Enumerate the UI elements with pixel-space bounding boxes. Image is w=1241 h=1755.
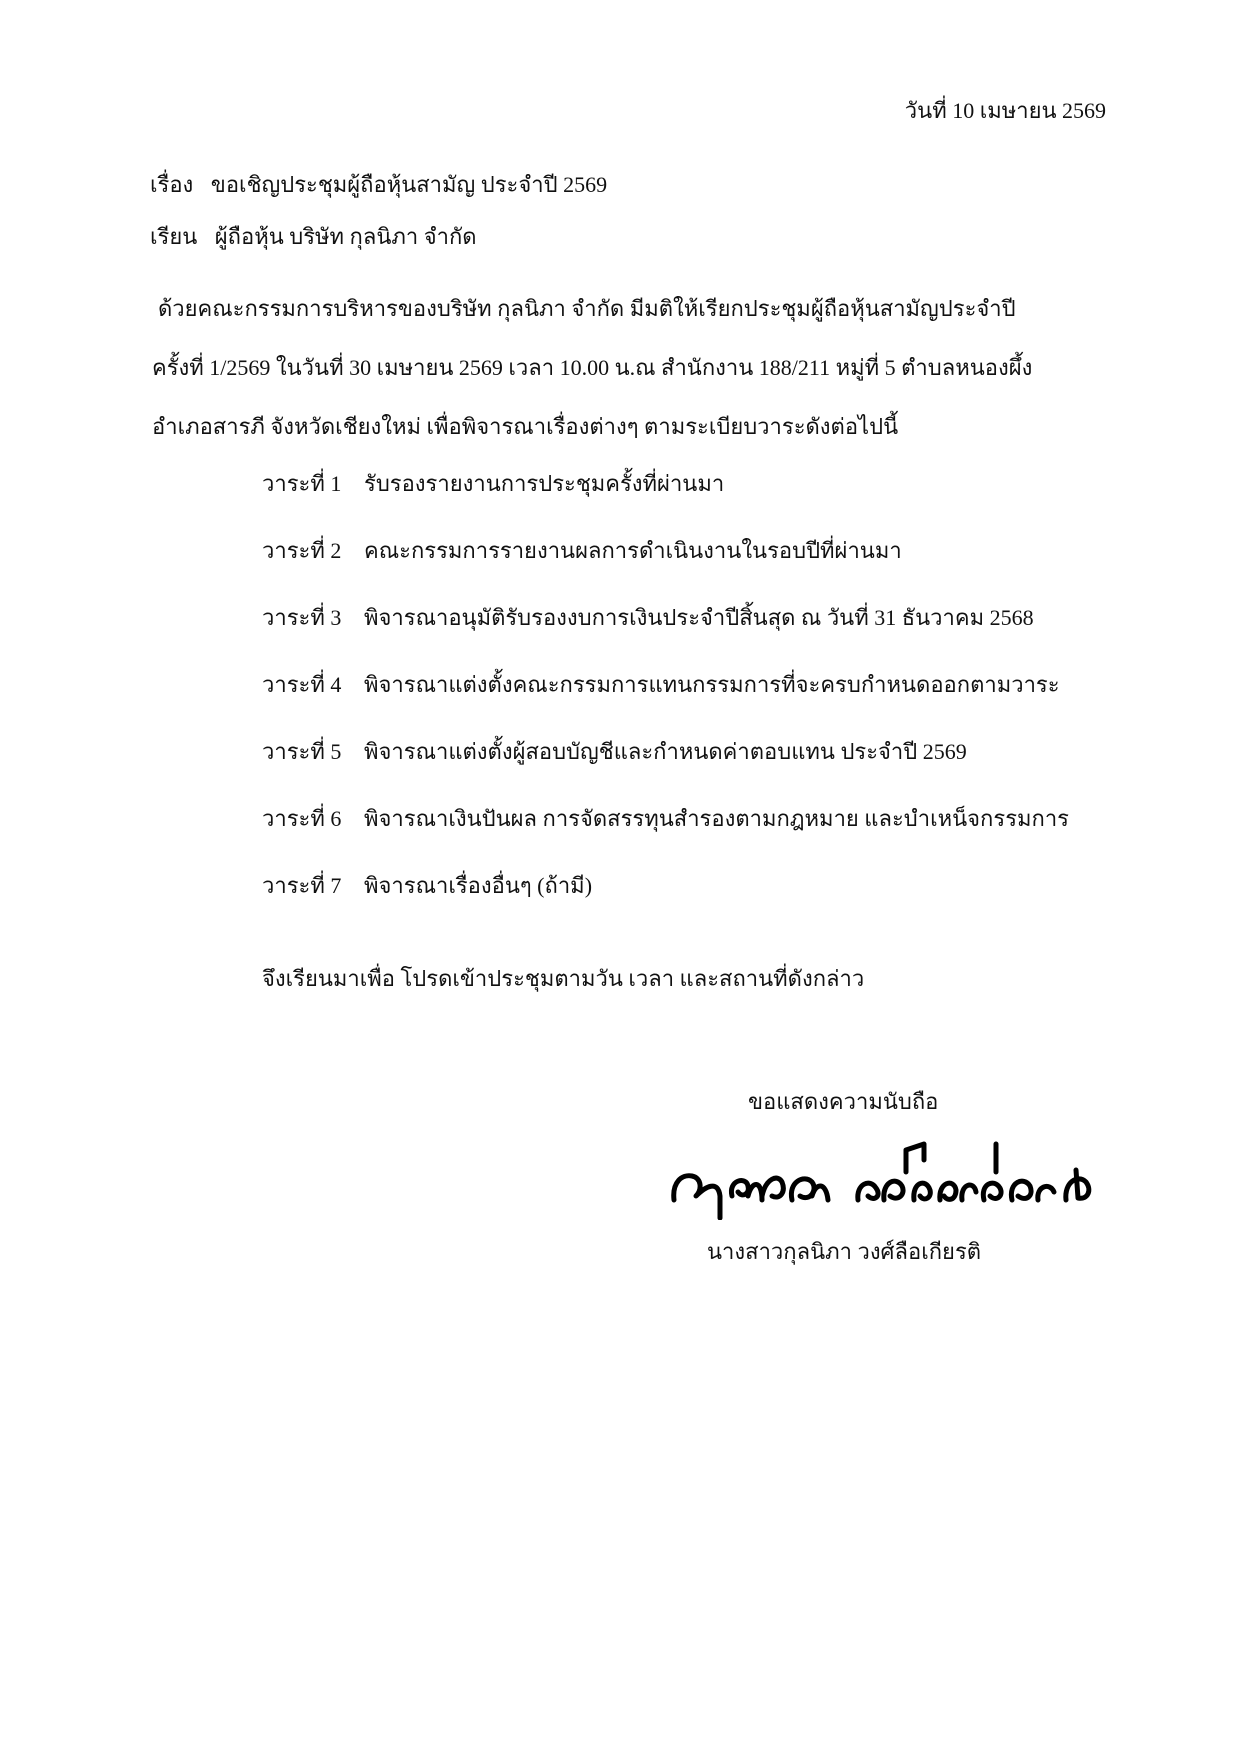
agenda-number: วาระที่ 6 [262,806,342,831]
agenda-text: พิจารณาแต่งตั้งคณะกรรมการแทนกรรมการที่จะครบกำหนดออกตามวาระ [364,672,1060,697]
agenda-text: พิจารณาเรื่องอื่นๆ (ถ้ามี) [364,873,593,898]
salutation-text: ผู้ถือหุ้น บริษัท กุลนิภา จำกัด [214,224,477,249]
body-line-3: อำเภอสารภี จังหวัดเชียงใหม่ เพื่อพิจารณาเรื่องต่างๆ ตามระเบียบวาระดังต่อไปนี้ [152,414,899,439]
agenda-item [262,875,592,897]
body-line-2: ครั้งที่ 1/2569 ในวันที่ 30 เมษายน 2569 เวลา 10.00 น.ณ สำนักงาน 188/211 หมู่ที่ 5 ตำบลหนองผึ้ง [152,355,1033,380]
agenda-number: วาระที่ 1 [262,471,342,496]
handwritten-signature [662,1130,1102,1220]
agenda-number: วาระที่ 3 [262,605,342,630]
agenda-item [262,540,902,562]
salutation-line [150,226,477,248]
agenda-item [262,674,1060,696]
closing-sentence: จึงเรียนมาเพื่อ โปรดเข้าประชุมตามวัน เวลา และสถานที่ดังกล่าว [262,966,865,991]
agenda-item [262,808,1069,830]
body-line-1: ด้วยคณะกรรมการบริหารของบริษัท กุลนิภา จำกัด มีมติให้เรียกประชุมผู้ถือหุ้นสามัญประจำปี [158,296,1016,321]
subject-label: เรื่อง [150,172,194,197]
agenda-text: พิจารณาเงินปันผล การจัดสรรทุนสำรองตามกฎหมาย และบำเหน็จกรรมการ [364,806,1069,831]
agenda-text: รับรองรายงานการประชุมครั้งที่ผ่านมา [364,471,725,496]
agenda-text: พิจารณาแต่งตั้งผู้สอบบัญชีและกำหนดค่าตอบแทน ประจำปี 2569 [364,739,967,764]
agenda-text: พิจารณาอนุมัติรับรองงบการเงินประจำปีสิ้นสุด ณ วันที่ 31 ธันวาคม 2568 [364,605,1034,630]
letter-date: วันที่ 10 เมษายน 2569 [904,98,1106,123]
agenda-text: คณะกรรมการรายงานผลการดำเนินงานในรอบปีที่ผ่านมา [364,538,902,563]
regards-text: ขอแสดงความนับถือ [748,1089,939,1114]
agenda-item [262,473,724,495]
subject-line [150,174,607,196]
agenda-number: วาระที่ 2 [262,538,342,563]
agenda-number: วาระที่ 7 [262,873,342,898]
subject-text: ขอเชิญประชุมผู้ถือหุ้นสามัญ ประจำปี 2569 [210,172,608,197]
agenda-number: วาระที่ 5 [262,739,342,764]
agenda-item [262,741,967,763]
salutation-label: เรียน [150,224,198,249]
agenda-number: วาระที่ 4 [262,672,342,697]
signer-name: นางสาวกุลนิภา วงศ์ลือเกียรติ [707,1239,982,1264]
agenda-item [262,607,1034,629]
